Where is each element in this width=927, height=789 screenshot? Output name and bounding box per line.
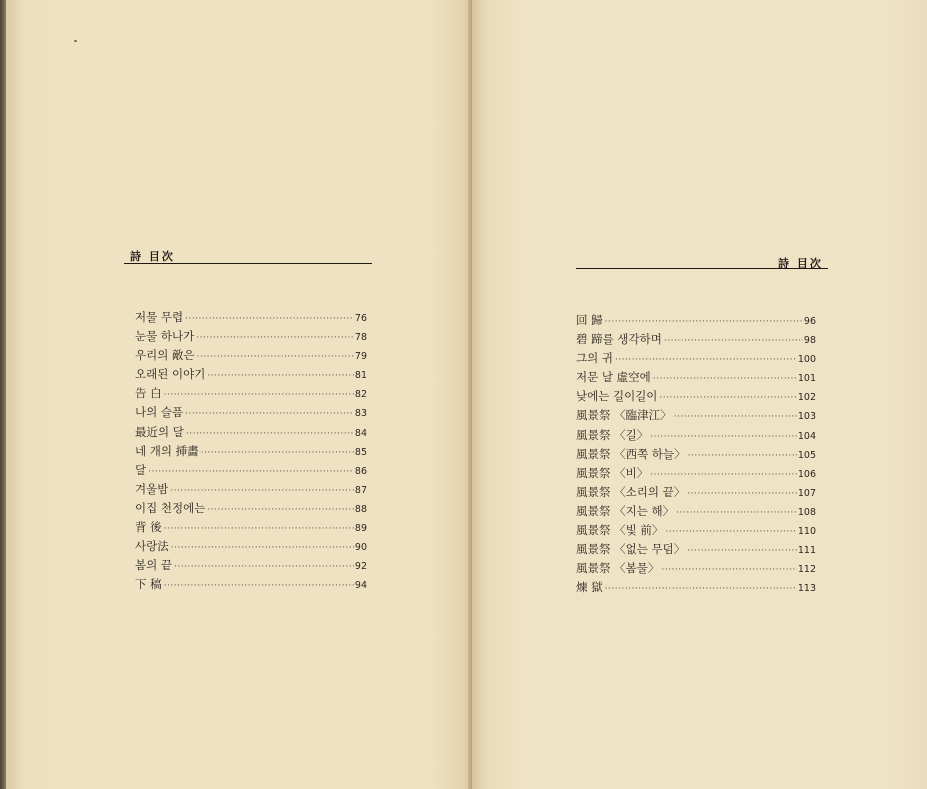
toc-entry-page: 85 — [354, 446, 367, 458]
toc-entry — [576, 522, 816, 541]
toc-entry-page: 112 — [797, 564, 816, 576]
toc-entry-title: 나의 슬픔 — [135, 405, 184, 420]
toc-entry-page: 90 — [354, 542, 367, 554]
toc-leader-dots — [650, 432, 797, 442]
toc-leader-dots — [688, 451, 797, 461]
toc-entry-page: 87 — [354, 484, 367, 496]
toc-entry-title: 저문 날 虛空에 — [576, 370, 651, 385]
toc-entry-title: 煉 獄 — [576, 580, 603, 595]
toc-entry — [576, 369, 816, 388]
toc-entry-page: 88 — [354, 503, 367, 515]
toc-leader-dots — [665, 527, 796, 537]
toc-entry-title: 달 — [135, 462, 147, 477]
toc-entry — [576, 312, 816, 331]
toc-leader-dots — [148, 467, 354, 477]
toc-leader-dots — [664, 336, 803, 346]
toc-entry-title: 下 稿 — [135, 577, 162, 592]
toc-leader-dots — [171, 543, 354, 553]
toc-entry-title: 回 歸 — [576, 313, 603, 327]
toc-entry — [576, 446, 816, 465]
toc-entry-title: 風景祭 〈비〉 — [576, 465, 649, 480]
toc-entry — [135, 576, 367, 595]
toc-entry — [576, 541, 816, 560]
toc-entry-page: 79 — [354, 351, 367, 363]
toc-leader-dots — [185, 314, 354, 324]
toc-entry — [135, 328, 367, 347]
toc-leader-dots — [605, 317, 803, 327]
toc-leader-dots — [659, 393, 796, 403]
toc-entry-title: 네 개의 挿畵 — [135, 443, 199, 458]
toc-leader-dots — [674, 412, 797, 422]
toc-leader-dots — [687, 489, 797, 499]
toc-leader-dots — [661, 565, 796, 575]
toc-leader-dots — [676, 508, 797, 518]
toc-entry-title: 風景祭 〈西쪽 하늘〉 — [576, 446, 686, 461]
toc-leader-dots — [207, 505, 354, 515]
toc-entry — [576, 560, 816, 579]
toc-leader-dots — [687, 546, 797, 556]
toc-entry-page: 104 — [797, 430, 816, 442]
toc-entry-page: 110 — [797, 526, 816, 538]
toc-leader-dots — [207, 371, 354, 381]
toc-entry — [576, 427, 816, 446]
toc-entry-page: 76 — [354, 313, 367, 324]
toc-entry-title: 碧 蹄를 생각하며 — [576, 332, 662, 347]
right-header-rule — [576, 268, 828, 269]
toc-entry-title: 이집 천정에는 — [135, 500, 206, 515]
toc-entry-page: 103 — [797, 411, 816, 423]
toc-leader-dots — [174, 562, 354, 572]
toc-entry-page: 86 — [354, 465, 367, 477]
left-page-header: 詩 目次 — [130, 250, 175, 263]
toc-entry — [135, 424, 367, 443]
toc-entry-page: 105 — [797, 449, 816, 461]
right-page — [472, 0, 927, 789]
toc-entry-page: 84 — [354, 427, 367, 439]
toc-entry-page: 94 — [354, 580, 367, 592]
toc-entry — [576, 465, 816, 484]
toc-entry-title: 告 白 — [135, 386, 162, 401]
toc-entry-title: 봄의 끝 — [135, 558, 172, 573]
toc-entry — [135, 519, 367, 538]
toc-entry-title: 風景祭 〈없는 무덤〉 — [576, 542, 686, 557]
right-toc-list — [576, 312, 816, 598]
toc-leader-dots — [605, 584, 797, 594]
toc-leader-dots — [164, 524, 354, 534]
paper-speck — [74, 40, 77, 42]
toc-leader-dots — [185, 409, 354, 419]
toc-entry-page: 89 — [354, 523, 367, 535]
toc-leader-dots — [196, 333, 354, 343]
toc-leader-dots — [164, 581, 354, 591]
toc-entry — [135, 385, 367, 404]
toc-entry-title: 사랑法 — [135, 539, 169, 554]
toc-entry-title: 風景祭 〈길〉 — [576, 427, 649, 442]
toc-entry-page: 98 — [803, 335, 816, 347]
toc-leader-dots — [170, 486, 354, 496]
toc-entry — [135, 500, 367, 519]
toc-entry-title: 낮에는 길이길이 — [576, 389, 658, 404]
toc-entry — [135, 481, 367, 500]
toc-entry — [135, 557, 367, 576]
toc-leader-dots — [197, 352, 354, 362]
toc-entry-page: 92 — [354, 561, 367, 573]
toc-entry-title: 겨울밤 — [135, 481, 169, 496]
toc-entry-page: 78 — [354, 332, 367, 344]
toc-entry — [576, 503, 816, 522]
toc-entry — [576, 407, 816, 426]
toc-leader-dots — [186, 429, 354, 439]
toc-entry — [135, 538, 367, 557]
toc-entry-page: 108 — [797, 506, 816, 518]
toc-entry — [135, 347, 367, 366]
toc-entry-title: 最近의 달 — [135, 424, 184, 439]
right-page-header: 詩 目次 — [778, 257, 823, 270]
toc-entry-title: 風景祭 〈빛 前〉 — [576, 523, 664, 538]
toc-entry — [135, 462, 367, 481]
toc-entry-title: 背 後 — [135, 520, 162, 535]
toc-entry-page: 106 — [797, 468, 816, 480]
toc-leader-dots — [615, 355, 797, 365]
toc-entry-page: 100 — [797, 354, 816, 366]
toc-entry-page: 82 — [354, 389, 367, 401]
toc-entry-page: 96 — [803, 316, 816, 327]
toc-entry-title: 風景祭 〈지는 해〉 — [576, 503, 675, 518]
toc-leader-dots — [650, 470, 797, 480]
toc-leader-dots — [201, 448, 354, 458]
toc-entry-title: 눈물 하나가 — [135, 329, 195, 344]
left-header-rule — [124, 263, 372, 264]
toc-entry — [576, 484, 816, 503]
toc-entry-page: 81 — [354, 370, 367, 382]
toc-entry — [135, 404, 367, 423]
toc-entry-title: 風景祭 〈봄물〉 — [576, 561, 660, 576]
toc-leader-dots — [653, 374, 797, 384]
toc-entry — [576, 579, 816, 598]
toc-entry — [135, 309, 367, 328]
toc-entry — [135, 443, 367, 462]
toc-entry-page: 107 — [797, 487, 816, 499]
toc-leader-dots — [164, 390, 354, 400]
toc-entry-page: 83 — [354, 408, 367, 420]
toc-entry-page: 101 — [797, 373, 816, 385]
left-page — [6, 0, 472, 789]
toc-entry-title: 우리의 敵은 — [135, 348, 195, 363]
toc-entry-page: 111 — [797, 545, 816, 557]
toc-entry-title: 저물 무렵 — [135, 310, 184, 324]
toc-entry-title: 風景祭 〈臨津江〉 — [576, 408, 672, 423]
toc-entry — [135, 366, 367, 385]
toc-entry-title: 風景祭 〈소리의 끝〉 — [576, 484, 686, 499]
toc-entry-title: 오래된 이야기 — [135, 367, 206, 382]
left-toc-list — [135, 309, 367, 595]
toc-entry — [576, 350, 816, 369]
toc-entry-title: 그의 귀 — [576, 351, 613, 366]
toc-entry-page: 113 — [797, 583, 816, 595]
toc-entry — [576, 388, 816, 407]
toc-entry — [576, 331, 816, 350]
toc-entry-page: 102 — [797, 392, 816, 404]
